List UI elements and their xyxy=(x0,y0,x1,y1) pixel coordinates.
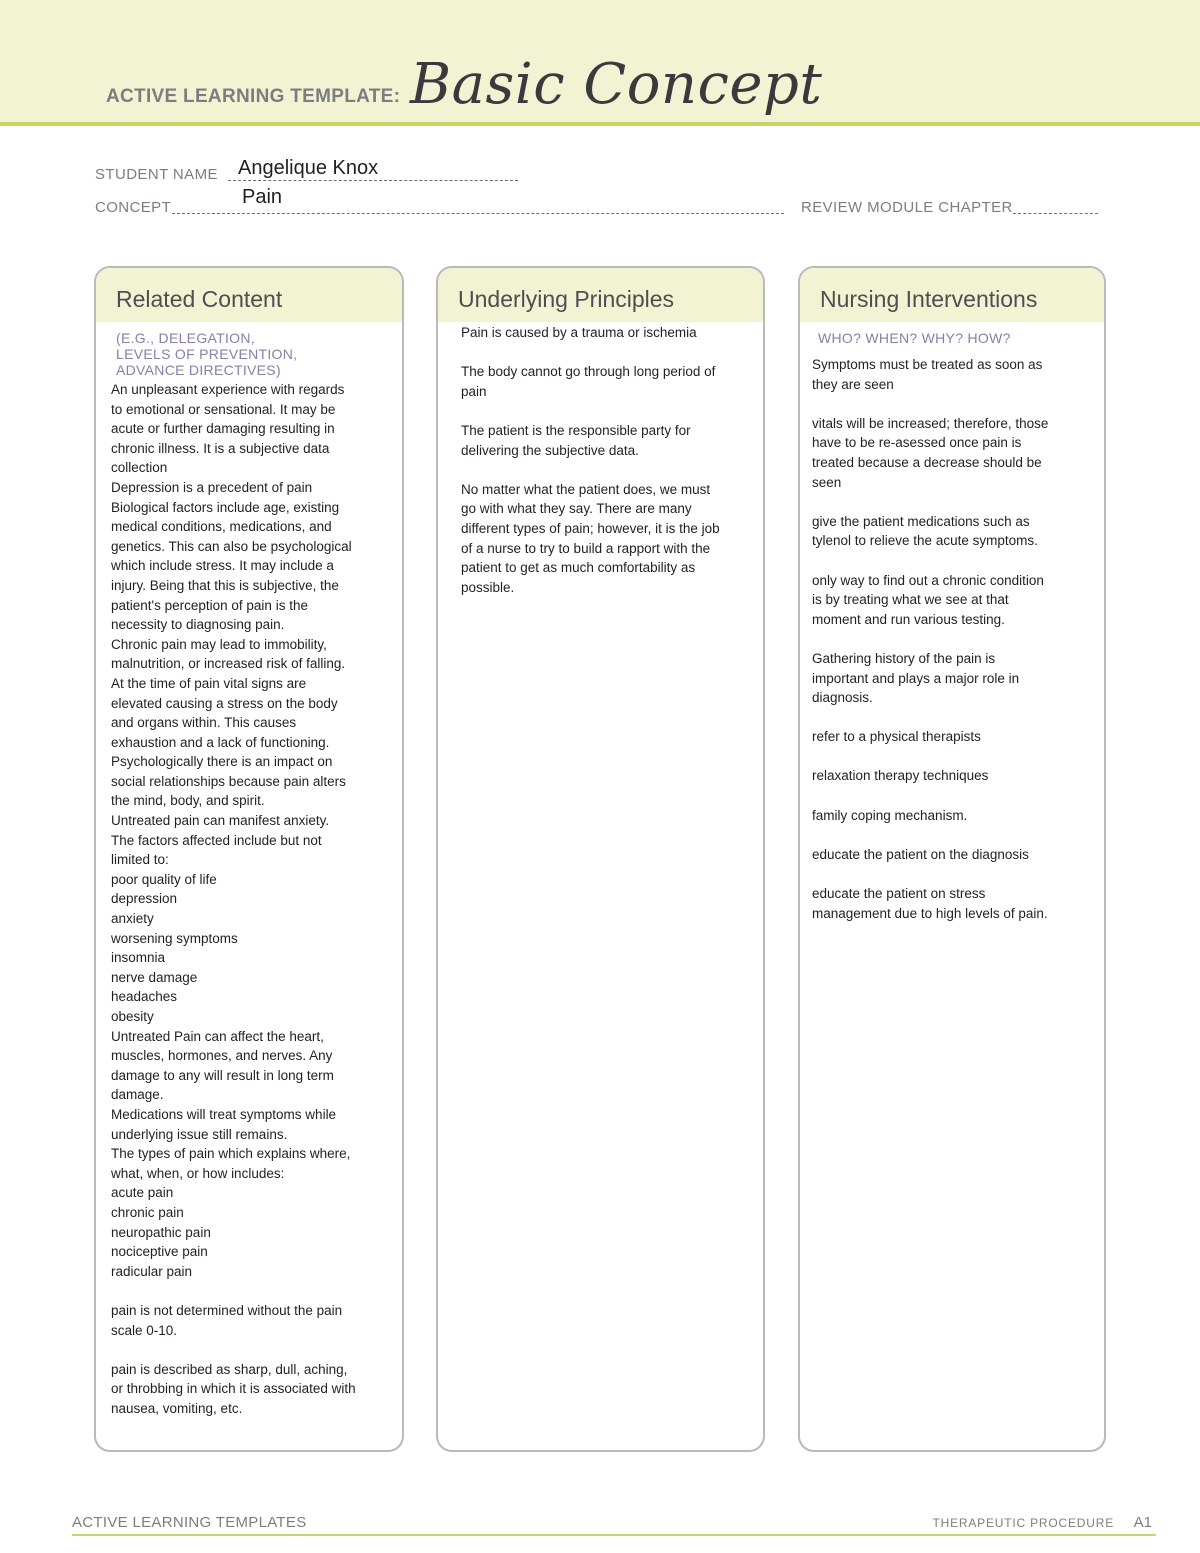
related-line: neuropathic pain xyxy=(111,1224,211,1240)
related-line: poor quality of life xyxy=(111,871,217,887)
nursing-interventions-title: Nursing Interventions xyxy=(820,286,1038,312)
related-content-hint: (E.G., DELEGATION, LEVELS OF PREVENTION, ADVANCE DIRECTIVES) xyxy=(116,330,298,378)
related-line: acute or further damaging resulting in xyxy=(111,421,335,437)
student-name-label: STUDENT NAME xyxy=(95,166,218,183)
related-line: depression xyxy=(111,891,178,907)
interventions-line: educate the patient on stress xyxy=(812,886,986,902)
interventions-line: educate the patient on the diagnosis xyxy=(812,846,1029,862)
interventions-line: moment and run various testing. xyxy=(812,611,1005,627)
related-line: Untreated Pain can affect the heart, xyxy=(111,1028,324,1044)
related-line: Untreated pain can manifest anxiety. xyxy=(111,813,330,829)
interventions-line xyxy=(812,629,1102,649)
related-line: collection xyxy=(111,460,168,476)
related-content-title: Related Content xyxy=(116,286,283,312)
related-line: chronic pain xyxy=(111,1204,184,1220)
related-line: malnutrition, or increased risk of falling. xyxy=(111,656,346,672)
student-name-line xyxy=(228,180,518,181)
related-line: The factors affected include but not xyxy=(111,832,322,848)
related-line: limited to: xyxy=(111,852,169,868)
related-line: patient's perception of pain is the xyxy=(111,597,308,613)
related-line: injury. Being that this is subjective, the xyxy=(111,577,339,593)
concept-value[interactable]: Pain xyxy=(242,186,283,208)
principles-line xyxy=(461,343,761,363)
template-label: ACTIVE LEARNING TEMPLATE: xyxy=(106,86,401,107)
page-title: Basic Concept xyxy=(410,52,823,117)
related-content-panel xyxy=(94,266,404,1452)
interventions-line: Symptoms must be treated as soon as xyxy=(812,357,1043,372)
interventions-line: have to be re-asessed once pain is xyxy=(812,435,1022,451)
interventions-line xyxy=(812,786,1102,806)
principles-line: different types of pain; however, it is the job xyxy=(461,520,720,536)
principles-line: delivering the subjective data. xyxy=(461,442,639,458)
related-line: chronic illness. It is a subjective data xyxy=(111,440,330,456)
related-line: damage. xyxy=(111,1087,164,1103)
interventions-line: only way to find out a chronic condition xyxy=(812,572,1044,588)
principles-line: The patient is the responsible party for xyxy=(461,422,691,438)
related-content-text[interactable] xyxy=(111,380,396,1418)
related-line: nerve damage xyxy=(111,969,198,985)
interventions-line: important and plays a major role in xyxy=(812,670,1020,686)
related-line: genetics. This can also be psychological xyxy=(111,538,352,554)
interventions-line xyxy=(812,492,1102,512)
interventions-line: they are seen xyxy=(812,376,894,392)
interventions-line: is by treating what we see at that xyxy=(812,592,1009,608)
nursing-interventions-panel xyxy=(798,266,1106,1452)
related-line: social relationships because pain alters xyxy=(111,773,346,789)
underlying-principles-text[interactable] xyxy=(461,323,761,597)
footer-right-label: THERAPEUTIC PROCEDURE xyxy=(932,1516,1114,1530)
related-line: radicular pain xyxy=(111,1263,193,1279)
interventions-line: Gathering history of the pain is xyxy=(812,650,996,666)
principles-line: go with what they say. There are many xyxy=(461,501,692,517)
related-line: medical conditions, medications, and xyxy=(111,519,332,535)
related-line: or throbbing in which it is associated with xyxy=(111,1381,356,1397)
related-line: the mind, body, and spirit. xyxy=(111,793,265,809)
related-line: elevated causing a stress on the body xyxy=(111,695,338,711)
underlying-principles-title: Underlying Principles xyxy=(458,286,675,312)
interventions-line: diagnosis. xyxy=(812,690,873,706)
underlying-principles-panel xyxy=(436,266,765,1452)
related-line: Medications will treat symptoms while xyxy=(111,1106,337,1122)
related-line: worsening symptoms xyxy=(111,930,238,946)
related-line: muscles, hormones, and nerves. Any xyxy=(111,1048,333,1064)
principles-line: No matter what the patient does, we must xyxy=(461,481,711,497)
header-rule xyxy=(0,122,1200,126)
interventions-line xyxy=(812,825,1102,845)
footer-left-label: ACTIVE LEARNING TEMPLATES xyxy=(72,1514,307,1531)
interventions-line: management due to high levels of pain. xyxy=(812,905,1048,921)
nursing-interventions-text[interactable] xyxy=(812,355,1102,923)
related-line: acute pain xyxy=(111,1185,174,1201)
interventions-line: treated because a decrease should be xyxy=(812,454,1042,470)
related-line: headaches xyxy=(111,989,178,1005)
related-line: scale 0-10. xyxy=(111,1322,178,1338)
related-line: damage to any will result in long term xyxy=(111,1067,334,1083)
principles-line: Pain is caused by a trauma or ischemia xyxy=(461,325,697,340)
related-line xyxy=(111,1340,396,1360)
principles-line xyxy=(461,401,761,421)
principles-line: patient to get as much comfortability as xyxy=(461,560,696,576)
interventions-line xyxy=(812,708,1102,728)
related-line: The types of pain which explains where, xyxy=(111,1146,351,1162)
interventions-line: seen xyxy=(812,474,842,490)
related-line: pain is not determined without the pain xyxy=(111,1302,343,1318)
related-line: pain is described as sharp, dull, aching, xyxy=(111,1361,348,1377)
interventions-line xyxy=(812,551,1102,571)
review-module-line[interactable] xyxy=(1013,213,1098,214)
footer-page-code: A1 xyxy=(1133,1514,1152,1531)
interventions-line xyxy=(812,864,1102,884)
related-line: anxiety xyxy=(111,911,154,927)
related-line: Depression is a precedent of pain xyxy=(111,479,313,495)
principles-line: The body cannot go through long period of xyxy=(461,364,716,380)
interventions-line xyxy=(812,747,1102,767)
interventions-line xyxy=(812,394,1102,414)
related-line: necessity to diagnosing pain. xyxy=(111,617,285,633)
student-name-value[interactable]: Angelique Knox xyxy=(238,157,379,179)
concept-line xyxy=(172,213,784,214)
related-line: which include stress. It may include a xyxy=(111,558,334,574)
interventions-line: tylenol to relieve the acute symptoms. xyxy=(812,533,1038,549)
related-line: to emotional or sensational. It may be xyxy=(111,401,336,417)
principles-line: of a nurse to try to build a rapport with the xyxy=(461,540,711,556)
related-line: and organs within. This causes xyxy=(111,715,297,731)
footer-rule xyxy=(72,1534,1156,1536)
related-line: nociceptive pain xyxy=(111,1244,208,1260)
related-line: Biological factors include age, existing xyxy=(111,499,340,515)
related-line: An unpleasant experience with regards xyxy=(111,382,345,397)
related-line: nausea, vomiting, etc. xyxy=(111,1400,243,1416)
interventions-line: family coping mechanism. xyxy=(812,807,968,823)
related-line: At the time of pain vital signs are xyxy=(111,675,307,691)
related-line: Psychologically there is an impact on xyxy=(111,754,333,770)
related-line: obesity xyxy=(111,1009,154,1024)
related-line: underlying issue still remains. xyxy=(111,1126,288,1142)
interventions-line: vitals will be increased; therefore, those xyxy=(812,415,1049,431)
related-line: what, when, or how includes: xyxy=(111,1165,285,1181)
related-line: insomnia xyxy=(111,950,166,966)
related-line: exhaustion and a lack of functioning. xyxy=(111,734,330,750)
interventions-line: relaxation therapy techniques xyxy=(812,768,989,784)
interventions-line: give the patient medications such as xyxy=(812,513,1030,529)
nursing-interventions-hint: WHO? WHEN? WHY? HOW? xyxy=(818,330,1011,346)
review-module-label: REVIEW MODULE CHAPTER xyxy=(801,199,1013,216)
related-line xyxy=(111,1281,396,1301)
related-line: Chronic pain may lead to immobility, xyxy=(111,636,327,652)
interventions-line: refer to a physical therapists xyxy=(812,729,981,745)
principles-line: possible. xyxy=(461,579,515,595)
principles-line: pain xyxy=(461,383,487,399)
principles-line xyxy=(461,460,761,480)
concept-label: CONCEPT xyxy=(95,199,172,216)
